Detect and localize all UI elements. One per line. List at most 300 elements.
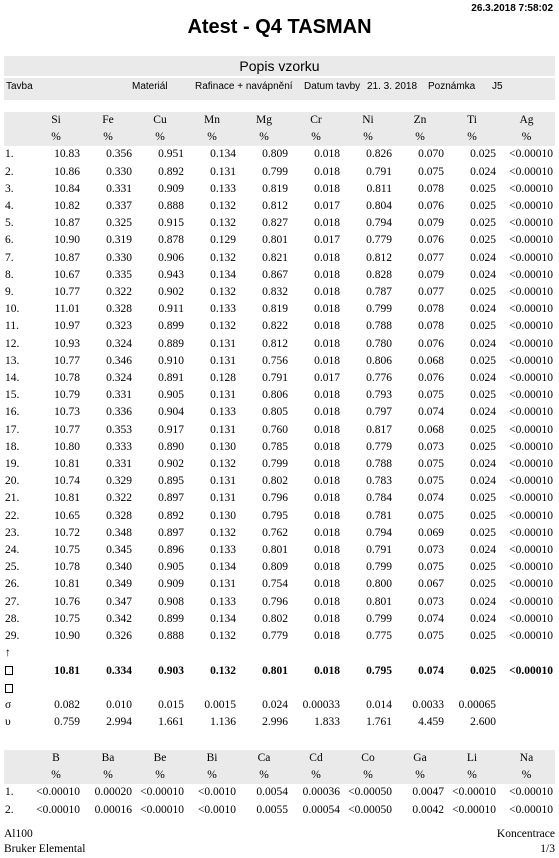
value-cell: 0.079 bbox=[418, 268, 444, 281]
tavba-label: Tavba bbox=[6, 81, 33, 92]
value-cell: 0.075 bbox=[418, 509, 444, 522]
mean-box-row-empty bbox=[394, 680, 446, 697]
material-label: Materiál bbox=[132, 81, 168, 92]
value-cell: 0.889 bbox=[158, 337, 184, 350]
value-cell: 0.951 bbox=[158, 148, 184, 161]
value-cell: 10.77 bbox=[54, 423, 80, 436]
value-cell: <0.00010 bbox=[509, 786, 553, 799]
value-cell: 0.074 bbox=[418, 492, 444, 505]
value-cell: 0.819 bbox=[262, 182, 288, 195]
value-cell: 0.330 bbox=[106, 165, 132, 178]
value-cell: 0.131 bbox=[210, 578, 236, 591]
unit-header: % bbox=[394, 767, 446, 784]
value-cell: 0.342 bbox=[106, 612, 132, 625]
unit-header: % bbox=[290, 129, 342, 146]
unit-header: % bbox=[82, 767, 134, 784]
value-cell: 0.800 bbox=[366, 578, 392, 591]
row-label: 10. bbox=[5, 303, 20, 316]
unit-header: % bbox=[134, 767, 186, 784]
value-cell: 0.892 bbox=[158, 509, 184, 522]
value-cell: 0.075 bbox=[418, 458, 444, 471]
value-cell: 0.018 bbox=[314, 337, 340, 350]
table-row bbox=[4, 318, 555, 335]
value-cell: 0.025 bbox=[470, 182, 496, 195]
mean-row bbox=[4, 663, 555, 680]
value-cell: 0.132 bbox=[210, 458, 236, 471]
value-cell: 0.134 bbox=[210, 561, 236, 574]
value-cell: 10.82 bbox=[54, 200, 80, 213]
row-label: 8. bbox=[5, 268, 14, 281]
table-row bbox=[4, 250, 555, 267]
value-cell: 0.018 bbox=[314, 182, 340, 195]
value-cell: 0.076 bbox=[418, 372, 444, 385]
value-cell: 0.018 bbox=[314, 612, 340, 625]
measurement-table-2 bbox=[4, 750, 555, 819]
upsilon-row-value: 1.833 bbox=[314, 716, 340, 729]
element-header: Ni bbox=[342, 112, 394, 129]
value-cell: 0.899 bbox=[158, 612, 184, 625]
value-cell: 0.024 bbox=[470, 612, 496, 625]
value-cell: 0.943 bbox=[158, 268, 184, 281]
value-cell: 0.347 bbox=[106, 595, 132, 608]
poznamka-value: J5 bbox=[492, 81, 503, 92]
row-label: 2. bbox=[5, 165, 14, 178]
row-label: 28. bbox=[5, 612, 20, 625]
value-cell: 0.018 bbox=[314, 458, 340, 471]
value-cell: 0.348 bbox=[106, 526, 132, 539]
row-label: 4. bbox=[5, 200, 14, 213]
arrow-row-empty bbox=[290, 645, 342, 662]
value-cell: <0.00010 bbox=[509, 234, 553, 247]
value-cell: 0.756 bbox=[262, 354, 288, 367]
company-name: Bruker Elemental bbox=[4, 843, 86, 855]
section-title bbox=[4, 56, 555, 76]
value-cell: 0.809 bbox=[262, 561, 288, 574]
arrow-row-empty bbox=[498, 645, 555, 662]
value-cell: 0.025 bbox=[470, 440, 496, 453]
element-header: Co bbox=[342, 750, 394, 767]
value-cell: 0.00036 bbox=[302, 786, 340, 799]
value-cell: 0.024 bbox=[470, 372, 496, 385]
row-label: 2. bbox=[5, 803, 14, 816]
value-cell: 0.902 bbox=[158, 286, 184, 299]
row-label: 17. bbox=[5, 423, 20, 436]
value-cell: 0.024 bbox=[470, 268, 496, 281]
value-cell: 0.024 bbox=[470, 251, 496, 264]
value-cell: <0.00010 bbox=[509, 251, 553, 264]
value-cell: 0.073 bbox=[418, 595, 444, 608]
unit-header: % bbox=[498, 129, 555, 146]
upsilon-row-value: 2.600 bbox=[470, 716, 496, 729]
table-row bbox=[4, 576, 555, 593]
value-cell: 0.133 bbox=[210, 406, 236, 419]
value-cell: 0.132 bbox=[210, 630, 236, 643]
value-cell: 0.025 bbox=[470, 217, 496, 230]
value-cell: 0.794 bbox=[366, 526, 392, 539]
value-cell: 0.888 bbox=[158, 200, 184, 213]
value-cell: 0.025 bbox=[470, 320, 496, 333]
value-cell: 0.791 bbox=[366, 544, 392, 557]
value-cell: 0.025 bbox=[470, 492, 496, 505]
row-label: 20. bbox=[5, 475, 20, 488]
upsilon-row-symbol: υ bbox=[5, 716, 11, 729]
value-cell: <0.00050 bbox=[348, 786, 392, 799]
value-cell: 0.018 bbox=[314, 630, 340, 643]
value-cell: 0.909 bbox=[158, 578, 184, 591]
value-cell: 0.073 bbox=[418, 544, 444, 557]
value-cell: 0.131 bbox=[210, 423, 236, 436]
value-cell: 0.075 bbox=[418, 475, 444, 488]
report-title: Atest - Q4 TASMAN bbox=[187, 16, 372, 38]
value-cell: 0.025 bbox=[470, 578, 496, 591]
value-cell: 0.132 bbox=[210, 320, 236, 333]
value-cell: <0.0010 bbox=[197, 803, 236, 816]
sample-info-row bbox=[4, 78, 555, 100]
value-cell: 0.0054 bbox=[256, 786, 288, 799]
value-cell: 0.018 bbox=[314, 406, 340, 419]
value-cell: 0.067 bbox=[418, 578, 444, 591]
row-label: 24. bbox=[5, 544, 20, 557]
value-cell: <0.0010 bbox=[197, 786, 236, 799]
value-cell: 0.337 bbox=[106, 200, 132, 213]
value-cell: 10.81 bbox=[54, 578, 80, 591]
value-cell: 0.806 bbox=[262, 389, 288, 402]
row-label: 21. bbox=[5, 492, 20, 505]
value-cell: 10.81 bbox=[54, 492, 80, 505]
row-label: 22. bbox=[5, 509, 20, 522]
mean-box-row-empty bbox=[498, 680, 555, 697]
upsilon-row-value: 1.761 bbox=[366, 716, 392, 729]
value-cell: 0.018 bbox=[314, 268, 340, 281]
element-header: Ba bbox=[82, 750, 134, 767]
element-header: Fe bbox=[82, 112, 134, 129]
table-row bbox=[4, 490, 555, 507]
value-cell: 0.788 bbox=[366, 458, 392, 471]
arrow-row-empty bbox=[82, 645, 134, 662]
row-label: 18. bbox=[5, 440, 20, 453]
element-header: Li bbox=[446, 750, 498, 767]
table-row bbox=[4, 181, 555, 198]
value-cell: 10.97 bbox=[54, 320, 80, 333]
value-cell: 0.804 bbox=[366, 200, 392, 213]
value-cell: 0.018 bbox=[314, 578, 340, 591]
value-cell: 0.024 bbox=[470, 544, 496, 557]
value-cell: 0.760 bbox=[262, 423, 288, 436]
value-cell: 10.65 bbox=[54, 509, 80, 522]
mean-box-row-empty bbox=[134, 680, 186, 697]
mean-box-row-empty bbox=[186, 680, 238, 697]
value-cell: 0.076 bbox=[418, 337, 444, 350]
element-header: Bi bbox=[186, 750, 238, 767]
sigma-row-value: 0.015 bbox=[158, 698, 184, 711]
value-cell: 0.077 bbox=[418, 251, 444, 264]
value-cell: 0.791 bbox=[366, 165, 392, 178]
value-cell: 0.131 bbox=[210, 337, 236, 350]
value-cell: 0.812 bbox=[262, 200, 288, 213]
mean-row-value: 0.795 bbox=[366, 664, 392, 677]
value-cell: 0.336 bbox=[106, 406, 132, 419]
value-cell: 0.817 bbox=[366, 423, 392, 436]
value-cell: 10.93 bbox=[54, 337, 80, 350]
unit-header: % bbox=[134, 129, 186, 146]
value-cell: 0.134 bbox=[210, 612, 236, 625]
table-row bbox=[4, 508, 555, 525]
value-cell: 0.018 bbox=[314, 440, 340, 453]
mean-box-row-empty bbox=[30, 680, 82, 697]
value-cell: <0.00010 bbox=[509, 458, 553, 471]
mean-row-symbol bbox=[4, 663, 30, 680]
row-label: 1. bbox=[5, 148, 14, 161]
value-cell: 0.018 bbox=[314, 354, 340, 367]
value-cell: 0.799 bbox=[366, 561, 392, 574]
value-cell: 0.806 bbox=[366, 354, 392, 367]
unit-header: % bbox=[186, 767, 238, 784]
value-cell: 10.77 bbox=[54, 354, 80, 367]
value-cell: 0.128 bbox=[210, 372, 236, 385]
sigma-row bbox=[4, 697, 555, 714]
value-cell: 0.024 bbox=[470, 165, 496, 178]
value-cell: 0.323 bbox=[106, 320, 132, 333]
table-row bbox=[4, 387, 555, 404]
element-header: Ag bbox=[498, 112, 555, 129]
table-row bbox=[4, 301, 555, 318]
value-cell: 0.331 bbox=[106, 182, 132, 195]
value-cell: 0.891 bbox=[158, 372, 184, 385]
value-cell: 0.331 bbox=[106, 458, 132, 471]
value-cell: 0.132 bbox=[210, 526, 236, 539]
value-cell: 0.326 bbox=[106, 630, 132, 643]
unit-header: % bbox=[446, 129, 498, 146]
value-cell: 0.902 bbox=[158, 458, 184, 471]
value-cell: <0.00010 bbox=[509, 612, 553, 625]
sigma-row-value: 0.024 bbox=[262, 698, 288, 711]
value-cell: 0.899 bbox=[158, 320, 184, 333]
value-cell: 0.018 bbox=[314, 165, 340, 178]
value-cell: 0.801 bbox=[366, 595, 392, 608]
sigma-row-value: 0.00033 bbox=[302, 698, 340, 711]
mean-row-value: 0.132 bbox=[210, 664, 236, 677]
value-cell: 0.828 bbox=[366, 268, 392, 281]
arrow-row-empty bbox=[394, 645, 446, 662]
unit-header-row bbox=[4, 129, 555, 146]
value-cell: 0.784 bbox=[366, 492, 392, 505]
value-cell: 0.134 bbox=[210, 148, 236, 161]
material-value: Rafinace + navápnění bbox=[195, 81, 293, 92]
value-cell: 0.346 bbox=[106, 354, 132, 367]
value-cell: 0.811 bbox=[366, 182, 392, 195]
upsilon-row-value: 1.136 bbox=[210, 716, 236, 729]
value-cell: 0.074 bbox=[418, 612, 444, 625]
value-cell: 0.781 bbox=[366, 509, 392, 522]
element-header: Ca bbox=[238, 750, 290, 767]
value-cell: 0.905 bbox=[158, 561, 184, 574]
table-row bbox=[4, 284, 555, 301]
value-cell: 0.133 bbox=[210, 544, 236, 557]
value-cell: 0.867 bbox=[262, 268, 288, 281]
mean-box-row-empty bbox=[82, 680, 134, 697]
value-cell: 0.799 bbox=[262, 165, 288, 178]
unit-header-row bbox=[4, 767, 555, 784]
mean-row-value: 0.334 bbox=[106, 664, 132, 677]
unit-header: % bbox=[342, 129, 394, 146]
value-cell: 0.796 bbox=[262, 595, 288, 608]
value-cell: 0.793 bbox=[366, 389, 392, 402]
value-cell: <0.00010 bbox=[509, 630, 553, 643]
value-cell: 0.356 bbox=[106, 148, 132, 161]
mean-box-row-symbol bbox=[4, 680, 30, 697]
value-cell: 0.018 bbox=[314, 544, 340, 557]
value-cell: 0.783 bbox=[366, 475, 392, 488]
row-label: 6. bbox=[5, 234, 14, 247]
row-label: 26. bbox=[5, 578, 20, 591]
table-row bbox=[4, 594, 555, 611]
row-label: 14. bbox=[5, 372, 20, 385]
header-corner bbox=[4, 750, 30, 767]
unit-header: % bbox=[446, 767, 498, 784]
sigma-row-value: 0.00065 bbox=[458, 698, 496, 711]
sigma-row-value: 0.0015 bbox=[204, 698, 236, 711]
value-cell: 0.018 bbox=[314, 561, 340, 574]
mean-row-value: 0.903 bbox=[158, 664, 184, 677]
value-cell: 10.84 bbox=[54, 182, 80, 195]
table-row bbox=[4, 370, 555, 387]
row-label: 1. bbox=[5, 786, 14, 799]
value-cell: 10.72 bbox=[54, 526, 80, 539]
value-cell: 0.775 bbox=[366, 630, 392, 643]
value-cell: <0.00010 bbox=[509, 337, 553, 350]
value-cell: 10.83 bbox=[54, 148, 80, 161]
value-cell: 0.821 bbox=[262, 251, 288, 264]
mean-row-value: 10.81 bbox=[54, 664, 80, 677]
table-row bbox=[4, 628, 555, 645]
value-cell: 10.90 bbox=[54, 234, 80, 247]
element-header-row bbox=[4, 750, 555, 767]
arrow-row-empty bbox=[238, 645, 290, 662]
value-cell: <0.00010 bbox=[509, 148, 553, 161]
value-cell: 0.333 bbox=[106, 440, 132, 453]
table-row bbox=[4, 611, 555, 628]
value-cell: 0.018 bbox=[314, 303, 340, 316]
table-row bbox=[4, 215, 555, 232]
table-row bbox=[4, 353, 555, 370]
element-header: B bbox=[30, 750, 82, 767]
value-cell: <0.00010 bbox=[509, 561, 553, 574]
mean-box-row-empty bbox=[446, 680, 498, 697]
value-cell: <0.00010 bbox=[509, 372, 553, 385]
element-header: Cd bbox=[290, 750, 342, 767]
value-cell: <0.00010 bbox=[509, 389, 553, 402]
value-cell: <0.00010 bbox=[509, 354, 553, 367]
value-cell: 10.80 bbox=[54, 440, 80, 453]
table-row bbox=[4, 164, 555, 181]
value-cell: 0.345 bbox=[106, 544, 132, 557]
value-cell: 0.134 bbox=[210, 268, 236, 281]
element-header: Mn bbox=[186, 112, 238, 129]
table-row bbox=[4, 336, 555, 353]
row-label: 29. bbox=[5, 630, 20, 643]
value-cell: <0.00010 bbox=[452, 803, 496, 816]
value-cell: 0.822 bbox=[262, 320, 288, 333]
value-cell: 10.78 bbox=[54, 561, 80, 574]
value-cell: 10.75 bbox=[54, 612, 80, 625]
value-cell: 0.025 bbox=[470, 509, 496, 522]
value-cell: 0.025 bbox=[470, 354, 496, 367]
value-cell: 0.819 bbox=[262, 303, 288, 316]
value-cell: 0.801 bbox=[262, 234, 288, 247]
mean-row-value: 0.018 bbox=[314, 664, 340, 677]
value-cell: 0.018 bbox=[314, 217, 340, 230]
value-cell: 0.890 bbox=[158, 440, 184, 453]
value-cell: 10.90 bbox=[54, 630, 80, 643]
value-cell: <0.00010 bbox=[509, 423, 553, 436]
sigma-row-value: 0.010 bbox=[106, 698, 132, 711]
value-cell: 0.025 bbox=[470, 389, 496, 402]
upsilon-row-value: 2.996 bbox=[262, 716, 288, 729]
sigma-row-value: 0.0033 bbox=[412, 698, 444, 711]
value-cell: 0.780 bbox=[366, 337, 392, 350]
upsilon-row-value: 0.759 bbox=[54, 716, 80, 729]
section-title-text: Popis vzorku bbox=[239, 58, 320, 74]
value-cell: 0.353 bbox=[106, 423, 132, 436]
value-cell: 0.319 bbox=[106, 234, 132, 247]
value-cell: 0.024 bbox=[470, 337, 496, 350]
value-cell: 0.018 bbox=[314, 251, 340, 264]
footer-left bbox=[4, 827, 85, 857]
value-cell: 0.324 bbox=[106, 337, 132, 350]
value-cell: 0.325 bbox=[106, 217, 132, 230]
element-header: Mg bbox=[238, 112, 290, 129]
value-cell: 0.832 bbox=[262, 286, 288, 299]
value-cell: 0.075 bbox=[418, 389, 444, 402]
mean-row-value: 0.801 bbox=[262, 664, 288, 677]
value-cell: 0.070 bbox=[418, 148, 444, 161]
value-cell: 0.809 bbox=[262, 148, 288, 161]
element-header: Zn bbox=[394, 112, 446, 129]
value-cell: 0.796 bbox=[262, 492, 288, 505]
row-label: 12. bbox=[5, 337, 20, 350]
value-cell: 0.779 bbox=[262, 630, 288, 643]
value-cell: 0.131 bbox=[210, 475, 236, 488]
value-cell: 0.018 bbox=[314, 286, 340, 299]
value-cell: <0.00010 bbox=[509, 303, 553, 316]
value-cell: 0.025 bbox=[470, 561, 496, 574]
value-cell: 10.79 bbox=[54, 389, 80, 402]
value-cell: 0.827 bbox=[262, 217, 288, 230]
value-cell: 0.025 bbox=[470, 286, 496, 299]
value-cell: 0.078 bbox=[418, 320, 444, 333]
value-cell: 0.802 bbox=[262, 612, 288, 625]
value-cell: 0.917 bbox=[158, 423, 184, 436]
value-cell: 0.018 bbox=[314, 389, 340, 402]
datum-value: 21. 3. 2018 bbox=[367, 81, 418, 92]
value-cell: 0.799 bbox=[262, 458, 288, 471]
value-cell: 0.335 bbox=[106, 268, 132, 281]
value-cell: 0.024 bbox=[470, 595, 496, 608]
value-cell: 0.794 bbox=[366, 217, 392, 230]
value-cell: 0.025 bbox=[470, 200, 496, 213]
value-cell: <0.00010 bbox=[509, 803, 553, 816]
value-cell: 0.078 bbox=[418, 182, 444, 195]
value-cell: 0.909 bbox=[158, 182, 184, 195]
row-label: 25. bbox=[5, 561, 20, 574]
value-cell: <0.00010 bbox=[509, 440, 553, 453]
value-cell: 0.131 bbox=[210, 492, 236, 505]
arrow-row-empty bbox=[186, 645, 238, 662]
value-cell: 0.776 bbox=[366, 372, 392, 385]
value-cell: 0.025 bbox=[470, 148, 496, 161]
value-cell: <0.00010 bbox=[509, 578, 553, 591]
upsilon-row-value: 1.661 bbox=[158, 716, 184, 729]
